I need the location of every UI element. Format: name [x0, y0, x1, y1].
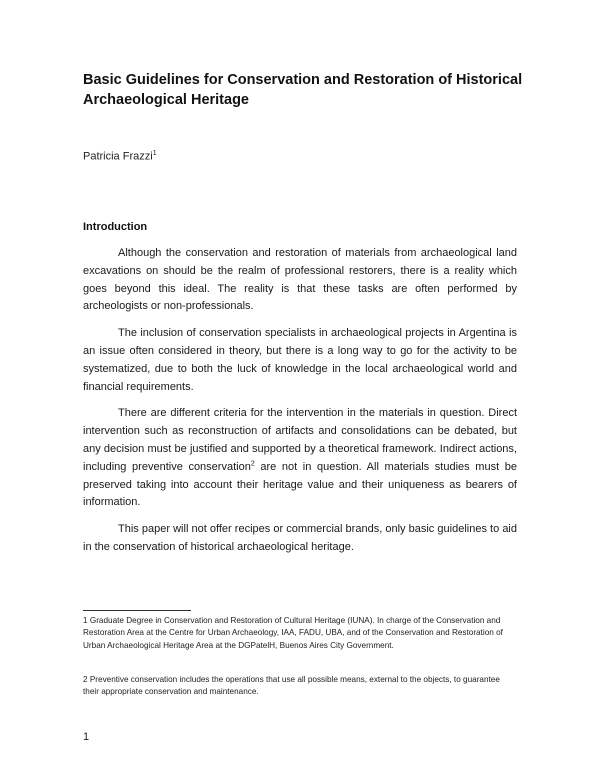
- footnote-mark-2: 2: [250, 460, 255, 468]
- section-heading: Introduction: [83, 221, 148, 233]
- paragraph-3-text-before: There are different criteria for the intervention in the materials in question. Direct intervention such as reconstruction of artifacts and consolidations can be debated, but any decision must be justified and supported by a theoretical framework. Indirect actions, including preventive conservation: [83, 407, 517, 473]
- footnote-2: 2 Preventive conservation includes the operations that use all possible means, external to the objects, to guarantee their appropriate conservation and maintenance.: [83, 675, 500, 697]
- footnote-1: 1 Graduate Degree in Conservation and Restoration of Cultural Heritage (IUNA). In charge of the Conservation and Restoration Area at the Centre for Urban Archaeology, IAA, FADU, UBA, and of the Conservation and Restoration of Urban Archaeological Heritage Area at the DGPatelH, Buenos Aires City Government.: [83, 616, 503, 650]
- paragraph-3-text-after: are not in question. All materials studies must be preserved taking into account their heritage value and their uniqueness as bearers of information.: [83, 460, 517, 509]
- author-name-text: Patricia Frazzi: [83, 150, 153, 163]
- paragraph-4: This paper will not offer recipes or commercial brands, only basic guidelines to aid in the conservation of historical archaeological heritage.: [83, 523, 517, 553]
- footnote-divider: [83, 610, 191, 611]
- author-footnote-mark: 1: [152, 150, 157, 157]
- author-name: [83, 150, 157, 163]
- paragraph-2: The inclusion of conservation specialists in archaeological projects in Argentina is an issue often considered in theory, but there is a long way to go for the activity to be systematized, due to both the luck of knowledge in the local archaeological world and financial requirements.: [83, 327, 517, 393]
- body-text: [83, 245, 517, 566]
- paragraph-3: [83, 405, 517, 512]
- paragraph-1: Although the conservation and restoration of materials from archaeological land excavations on should be the realm of professional restorers, there is a reality which goes beyond this ideal. The reality is that these tasks are often performed by archeologists or non-professionals.: [83, 247, 517, 313]
- paper-title: Basic Guidelines for Conservation and Restoration of Historical Archaeological Heritage: [83, 72, 523, 108]
- page-number: 1: [83, 731, 90, 743]
